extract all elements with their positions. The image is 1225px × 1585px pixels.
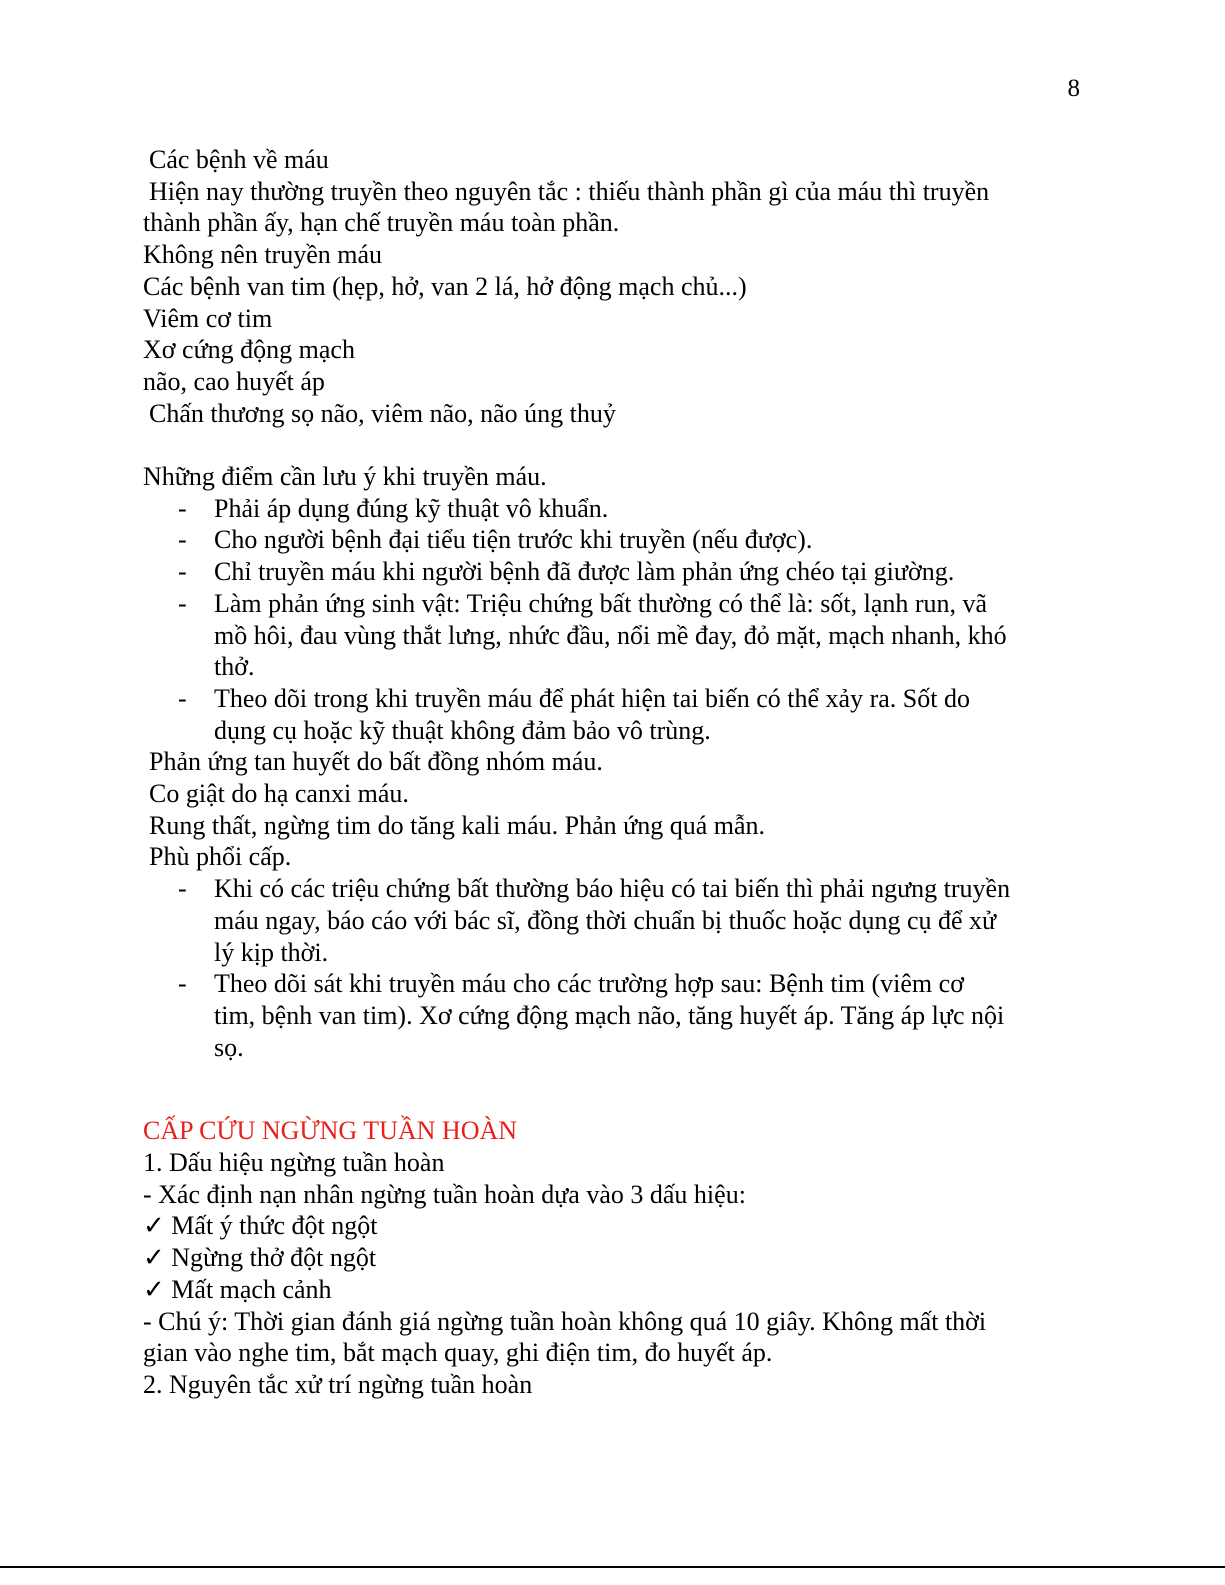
text-line: - Chú ý: Thời gian đánh giá ngừng tuần hoàn không quá 10 giây. Không mất thời bbox=[143, 1306, 987, 1336]
list-item-text: Cho người bệnh đại tiểu tiện trước khi truyền (nếu được). bbox=[214, 525, 813, 555]
text-line: gian vào nghe tim, bắt mạch quay, ghi điện tim, đo huyết áp. bbox=[143, 1338, 773, 1368]
list-item bbox=[143, 588, 1083, 683]
bullet-dash: - bbox=[178, 588, 187, 618]
text-line: não, cao huyết áp bbox=[143, 366, 325, 396]
bullet-dash: - bbox=[178, 493, 187, 523]
list-item-text: mồ hôi, đau vùng thắt lưng, nhức đầu, nổi mề đay, đỏ mặt, mạch nhanh, khó bbox=[214, 620, 1007, 650]
section-heading: CẤP CỨU NGỪNG TUẦN HOÀN bbox=[143, 1116, 518, 1146]
list-item-text: Làm phản ứng sinh vật: Triệu chứng bất thường có thể là: sốt, lạnh run, vã bbox=[214, 588, 988, 618]
checklist-item: ✓ Ngừng thở đột ngột bbox=[143, 1243, 377, 1273]
document-body bbox=[143, 144, 1083, 1401]
list-item-text: Khi có các triệu chứng bất thường báo hiệu có tai biến thì phải ngưng truyền bbox=[214, 874, 1011, 904]
list-item-text: dụng cụ hoặc kỹ thuật không đảm bảo vô trùng. bbox=[214, 715, 711, 745]
text-line: Phù phổi cấp. bbox=[149, 842, 292, 872]
list-item-text: máu ngay, báo cáo với bác sĩ, đồng thời chuẩn bị thuốc hoặc dụng cụ để xử bbox=[214, 905, 997, 935]
checklist-item: ✓ Mất ý thức đột ngột bbox=[143, 1211, 378, 1241]
text-line: Co giật do hạ canxi máu. bbox=[149, 779, 409, 809]
page-bottom-border bbox=[0, 1566, 1225, 1568]
page-number: 8 bbox=[1067, 75, 1080, 102]
bullet-dash: - bbox=[178, 874, 187, 904]
text-line: Các bệnh van tim (hẹp, hở, van 2 lá, hở động mạch chủ...) bbox=[143, 271, 747, 301]
text-line: Không nên truyền máu bbox=[143, 240, 383, 270]
text-line: 2. Nguyên tắc xử trí ngừng tuần hoàn bbox=[143, 1370, 533, 1399]
text-line: Viêm cơ tim bbox=[143, 303, 273, 333]
list-item bbox=[143, 968, 1083, 1063]
list-item bbox=[143, 493, 1083, 525]
text-line: Xơ cứng động mạch bbox=[143, 335, 355, 365]
list-item bbox=[143, 683, 1083, 746]
list-item bbox=[143, 873, 1083, 968]
list-item-text: sọ. bbox=[214, 1032, 244, 1062]
list-item-text: Phải áp dụng đúng kỹ thuật vô khuẩn. bbox=[214, 493, 609, 523]
list-item bbox=[143, 524, 1083, 556]
list-item bbox=[143, 556, 1083, 588]
list-item-text: Chỉ truyền máu khi người bệnh đã được làm phản ứng chéo tại giường. bbox=[214, 557, 955, 587]
list-item-text: Theo dõi trong khi truyền máu để phát hiện tai biến có thể xảy ra. Sốt do bbox=[214, 683, 970, 713]
bullet-dash: - bbox=[178, 969, 187, 999]
list-item-text: Theo dõi sát khi truyền máu cho các trường hợp sau: Bệnh tim (viêm cơ bbox=[214, 969, 964, 999]
bullet-dash: - bbox=[178, 683, 187, 713]
text-line: - Xác định nạn nhân ngừng tuần hoàn dựa vào 3 dấu hiệu: bbox=[143, 1179, 746, 1209]
bullet-dash: - bbox=[178, 525, 187, 555]
text-line: 1. Dấu hiệu ngừng tuần hoàn bbox=[143, 1148, 445, 1178]
notes-title: Những điểm cần lưu ý khi truyền máu. bbox=[143, 462, 547, 492]
text-line: Hiện nay thường truyền theo nguyên tắc : thiếu thành phần gì của máu thì truyền bbox=[149, 176, 990, 206]
list-item-text: thở. bbox=[214, 652, 255, 682]
list-item-text: tim, bệnh van tim). Xơ cứng động mạch não, tăng huyết áp. Tăng áp lực nội bbox=[214, 1000, 1005, 1030]
list-item-text: lý kịp thời. bbox=[214, 937, 329, 967]
text-line: Phản ứng tan huyết do bất đồng nhóm máu. bbox=[149, 747, 603, 777]
text-line: thành phần ấy, hạn chế truyền máu toàn phần. bbox=[143, 208, 620, 238]
bullet-dash: - bbox=[178, 557, 187, 587]
text-line: Rung thất, ngừng tim do tăng kali máu. Phản ứng quá mẫn. bbox=[149, 810, 766, 840]
text-line: Chấn thương sọ não, viêm não, não úng thuỷ bbox=[149, 398, 616, 428]
text-line: Các bệnh về máu bbox=[149, 145, 329, 174]
checklist-item: ✓ Mất mạch cảnh bbox=[143, 1274, 332, 1304]
